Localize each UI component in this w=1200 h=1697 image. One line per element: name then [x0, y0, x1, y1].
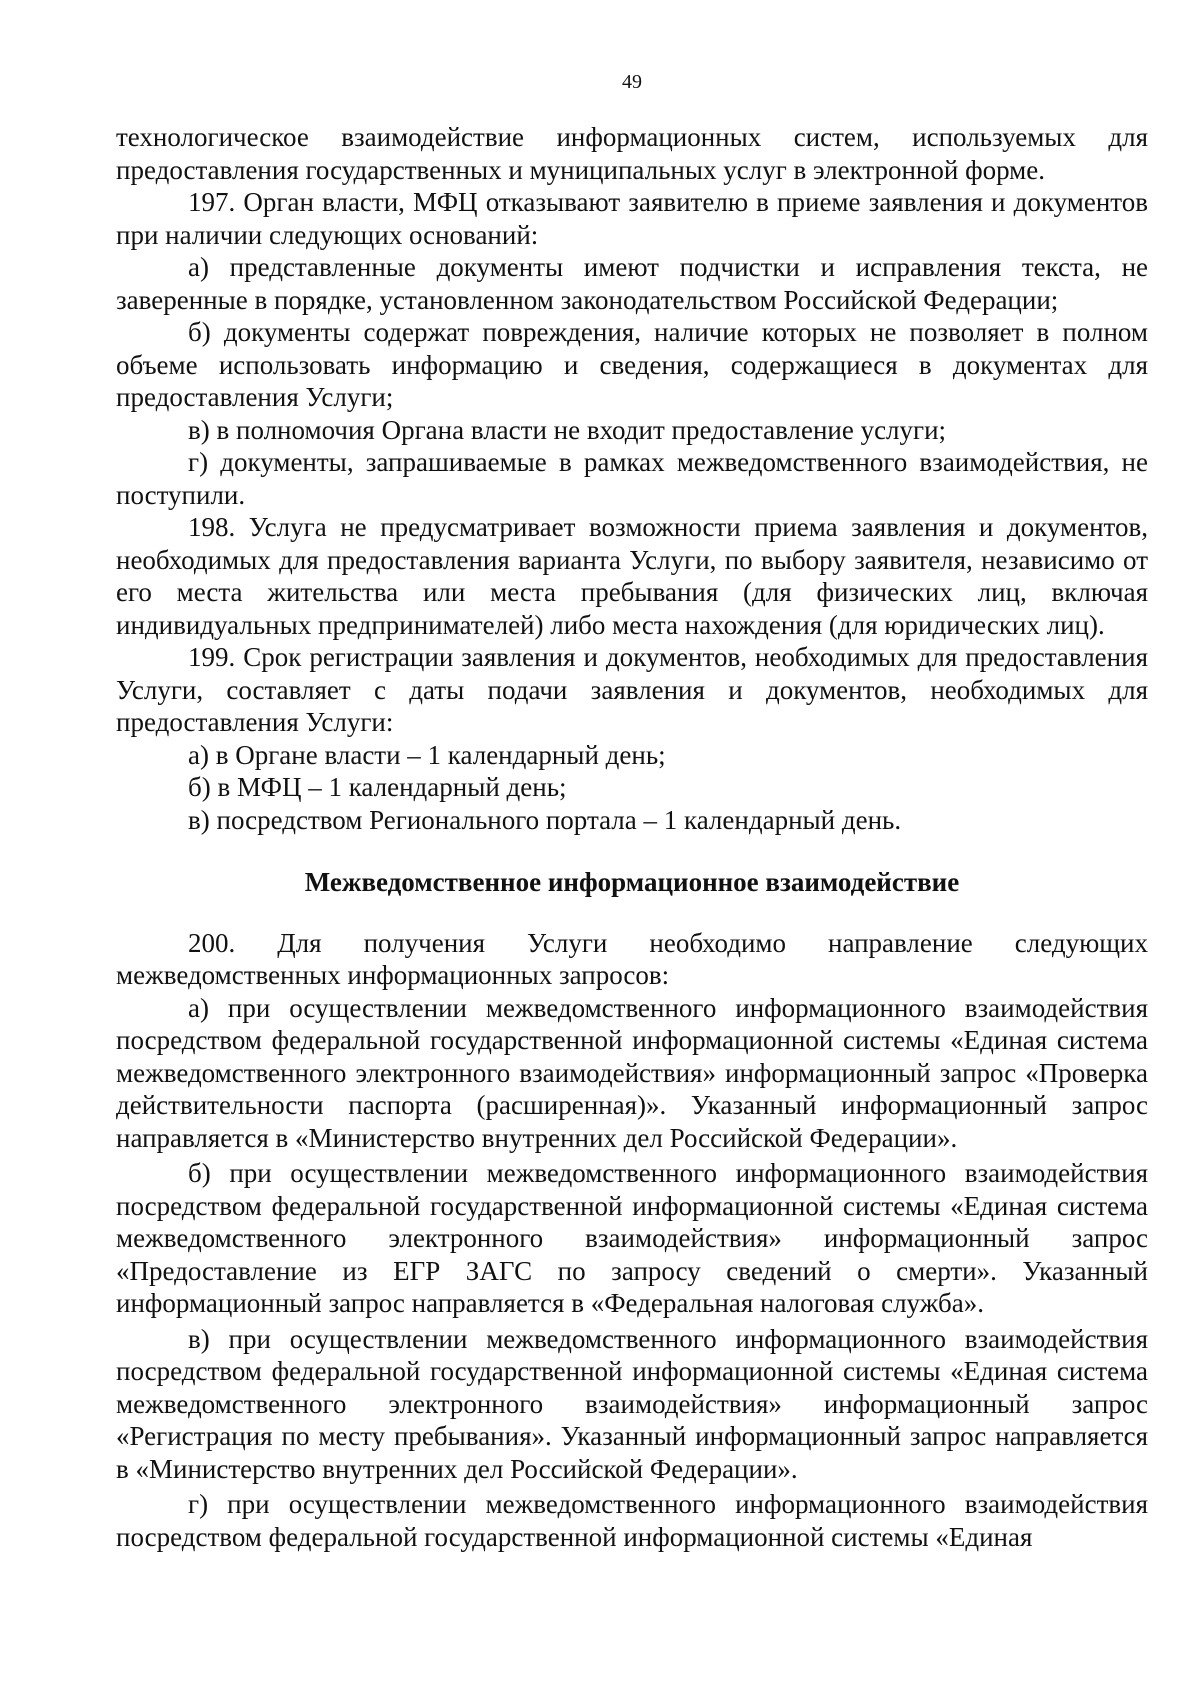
paragraph-197: 197. Орган власти, МФЦ отказывают заявителю в приеме заявления и документов при наличии следующих оснований: — [116, 187, 1148, 250]
paragraph-continuation: технологическое взаимодействие информационных систем, используемых для предоставления государственных и муниципальных услуг в электронной форме. — [116, 122, 1148, 185]
paragraph-200-b: б) при осуществлении межведомственного информационного взаимодействия посредством федеральной государственной информационной системы «Единая система межведомственного электронного взаимодействия» информационный запрос «Предоставление из ЕГР ЗАГС по запросу сведений о смерти». Указанный информационный запрос направляется в «Федеральная налоговая служба». — [116, 1158, 1148, 1318]
paragraph-197-a: а) представленные документы имеют подчистки и исправления текста, не заверенные в порядке, установленном законодательством Российской Федерации; — [116, 252, 1148, 315]
paragraph-198: 198. Услуга не предусматривает возможности приема заявления и документов, необходимых для предоставления варианта Услуги, по выбору заявителя, независимо от его места жительства или места пребывания (для физических лиц, включая индивидуальных предпринимателей) либо места нахождения (для юридических лиц). — [116, 512, 1148, 640]
paragraph-197-g: г) документы, запрашиваемые в рамках межведомственного взаимодействия, не поступили. — [116, 447, 1148, 510]
paragraph-197-b: б) документы содержат повреждения, наличие которых не позволяет в полном объеме использовать информацию и сведения, содержащиеся в документах для предоставления Услуги; — [116, 317, 1148, 412]
section-heading: Межведомственное информационное взаимодействие — [304, 867, 960, 897]
paragraph-199-v: в) посредством Регионального портала – 1 календарный день. — [188, 804, 902, 835]
paragraph-199: 199. Срок регистрации заявления и документов, необходимых для предоставления Услуги, составляет с даты подачи заявления и документов, необходимых для предоставления Услуги: — [116, 642, 1148, 737]
paragraph-199-a: а) в Органе власти – 1 календарный день; — [188, 739, 666, 770]
paragraph-200: 200. Для получения Услуги необходимо направление следующих межведомственных информационных запросов: — [116, 927, 1148, 990]
paragraph-200-v: в) при осуществлении межведомственного информационного взаимодействия посредством федеральной государственной информационной системы «Единая система межведомственного электронного взаимодействия» информационный запрос «Регистрация по месту пребывания». Указанный информационный запрос направляется в «Министерство внутренних дел Российской Федерации». — [116, 1323, 1148, 1484]
paragraph-200-g: г) при осуществлении межведомственного информационного взаимодействия посредством федеральной государственной информационной системы «Единая — [116, 1489, 1148, 1552]
document-body — [116, 121, 1148, 1553]
page-number: 49 — [622, 71, 642, 93]
paragraph-199-b: б) в МФЦ – 1 календарный день; — [188, 772, 567, 802]
paragraph-200-a: а) при осуществлении межведомственного информационного взаимодействия посредством федеральной государственной информационной системы «Единая система межведомственного электронного взаимодействия» информационный запрос «Проверка действительности паспорта (расширенная)». Указанный информационный запрос направляется в «Министерство внутренних дел Российской Федерации». — [116, 992, 1148, 1153]
paragraph-197-v: в) в полномочия Органа власти не входит предоставление услуги; — [188, 414, 947, 445]
